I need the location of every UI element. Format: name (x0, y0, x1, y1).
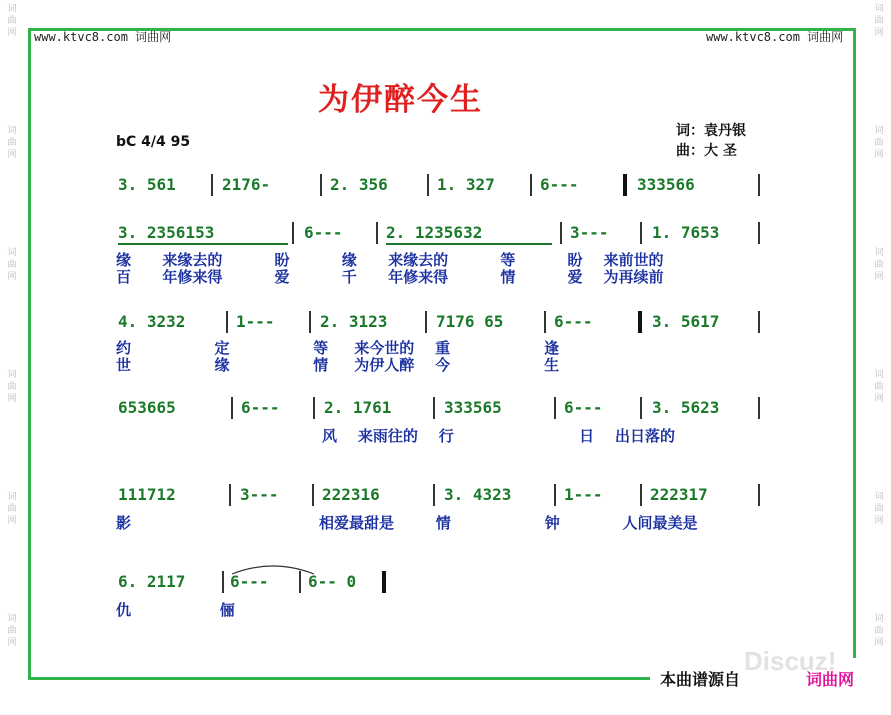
measure: 3. 561 (118, 175, 176, 194)
bar-line (229, 484, 231, 506)
watermark-char: 网 (874, 150, 884, 160)
right-watermark-strip (867, 0, 891, 715)
measure: 653665 (118, 398, 176, 417)
measure: 2. 1761 (324, 398, 392, 417)
measure: 3--- (240, 485, 279, 504)
bar-line (433, 397, 435, 419)
measure: 6--- (304, 223, 343, 242)
bar-line (376, 222, 378, 244)
watermark-char: 曲 (7, 138, 17, 148)
bar-line (320, 174, 322, 196)
bar-line (640, 397, 642, 419)
lyric-line: 缘 来缘去的 盼 缘 来缘去的 等 盼 来前世的 (116, 251, 664, 269)
lyric-line: 风 来雨往的 行 日 出日落的 (322, 427, 675, 445)
beam-line (118, 243, 288, 245)
bar-line (758, 397, 760, 419)
watermark-char: 网 (7, 272, 17, 282)
tie-arc (228, 562, 318, 576)
watermark-char: 网 (7, 28, 17, 38)
watermark-char: 网 (7, 394, 17, 404)
footer-site-logo[interactable]: 词曲网 (806, 670, 855, 689)
measure: 6--- (554, 312, 593, 331)
lyric-line: 约 定 等 来今世的 重 逢 (116, 339, 560, 357)
bar-line (309, 311, 311, 333)
lyric-line: 百 年修来得 爱 千 年修来得 情 爱 为再续前 (116, 268, 664, 286)
watermark-char: 词 (7, 248, 17, 258)
measure: 1. 327 (437, 175, 495, 194)
frame-right-border (853, 28, 856, 658)
watermark-char: 网 (874, 638, 884, 648)
bar-line (427, 174, 429, 196)
watermark-char: 网 (874, 28, 884, 38)
song-title: 为伊醉今生 (318, 82, 483, 118)
measure: 333566 (637, 175, 695, 194)
bar-line (313, 397, 315, 419)
watermark-char: 词 (7, 126, 17, 136)
watermark-char: 网 (7, 516, 17, 526)
watermark-char: 词 (874, 492, 884, 502)
bar-line (530, 174, 532, 196)
measure: 4. 3232 (118, 312, 186, 331)
watermark-char: 词 (7, 370, 17, 380)
lyricist: 词：袁丹银 (676, 123, 746, 139)
watermark-char: 词 (874, 248, 884, 258)
beam-line (386, 243, 552, 245)
measure: 3--- (570, 223, 609, 242)
bar-line (425, 311, 427, 333)
watermark-char: 词 (7, 4, 17, 14)
lyric-line: 世 缘 情 为伊人醉 今 生 (116, 356, 560, 374)
key-tempo: bC 4/4 95 (116, 134, 191, 150)
discuz-watermark: Discuz! (744, 646, 837, 676)
watermark-char: 曲 (7, 382, 17, 392)
bar-line (758, 311, 760, 333)
measure: 2. 3123 (320, 312, 388, 331)
measure: 111712 (118, 485, 176, 504)
frame-left-border (28, 28, 31, 680)
bar-line (640, 484, 642, 506)
watermark-char: 曲 (874, 626, 884, 636)
watermark-char: 词 (874, 370, 884, 380)
site-label-right: www.ktvc8.com 词曲网 (706, 30, 844, 44)
watermark-char: 曲 (7, 504, 17, 514)
watermark-char: 曲 (874, 138, 884, 148)
watermark-char: 曲 (874, 260, 884, 270)
watermark-char: 网 (874, 272, 884, 282)
watermark-char: 网 (7, 638, 17, 648)
bar-line (312, 484, 314, 506)
bar-line (433, 484, 435, 506)
frame-bottom-border (28, 677, 650, 680)
footer-source-text: 本曲谱源自 (660, 670, 741, 689)
measure: 6--- (230, 572, 269, 591)
bar-line (222, 571, 224, 593)
watermark-char: 曲 (874, 382, 884, 392)
end-bar (382, 571, 386, 593)
watermark-char: 词 (874, 126, 884, 136)
bar-line (211, 174, 213, 196)
measure: 222316 (322, 485, 380, 504)
measure: 6. 2117 (118, 572, 186, 591)
bar-line (560, 222, 562, 244)
measure: 1--- (564, 485, 603, 504)
bar-line (554, 484, 556, 506)
measure: 1--- (236, 312, 275, 331)
bar-line (544, 311, 546, 333)
measure: 3. 2356153 (118, 223, 215, 242)
watermark-char: 网 (874, 394, 884, 404)
bar-line (226, 311, 228, 333)
bar-line (640, 222, 642, 244)
measure: 333565 (444, 398, 502, 417)
site-label-left: www.ktvc8.com 词曲网 (34, 30, 172, 44)
left-watermark-strip (0, 0, 24, 715)
bar-line (758, 484, 760, 506)
watermark-char: 词 (874, 4, 884, 14)
measure: 2176- (222, 175, 271, 194)
measure: 6--- (540, 175, 579, 194)
lyric-line: 影 相爱最甜是 情 钟 人间最美是 (116, 514, 698, 532)
watermark-char: 词 (874, 614, 884, 624)
watermark-char: 网 (874, 516, 884, 526)
watermark-char: 词 (7, 492, 17, 502)
measure: 2. 1235632 (386, 223, 483, 242)
measure: 6--- (564, 398, 603, 417)
bar-line (554, 397, 556, 419)
watermark-char: 曲 (7, 260, 17, 270)
watermark-char: 曲 (7, 626, 17, 636)
measure: 6--- (241, 398, 280, 417)
bar-line (758, 174, 760, 196)
watermark-char: 曲 (7, 16, 17, 26)
measure: 3. 5623 (652, 398, 720, 417)
bar-line (231, 397, 233, 419)
measure: 7176 65 (436, 312, 504, 331)
lyric-line: 仇 俪 (116, 601, 235, 619)
watermark-char: 网 (7, 150, 17, 160)
watermark-char: 曲 (874, 504, 884, 514)
bar-line (292, 222, 294, 244)
bar-line (758, 222, 760, 244)
measure: 3. 5617 (652, 312, 720, 331)
measure: 2. 356 (330, 175, 388, 194)
repeat-bar (638, 311, 642, 333)
measure: 222317 (650, 485, 708, 504)
measure: 3. 4323 (444, 485, 512, 504)
measure: 6-- 0 (308, 572, 357, 591)
measure: 1. 7653 (652, 223, 720, 242)
composer: 曲：大 圣 (676, 143, 737, 159)
watermark-char: 词 (7, 614, 17, 624)
watermark-char: 曲 (874, 16, 884, 26)
repeat-bar (623, 174, 627, 196)
